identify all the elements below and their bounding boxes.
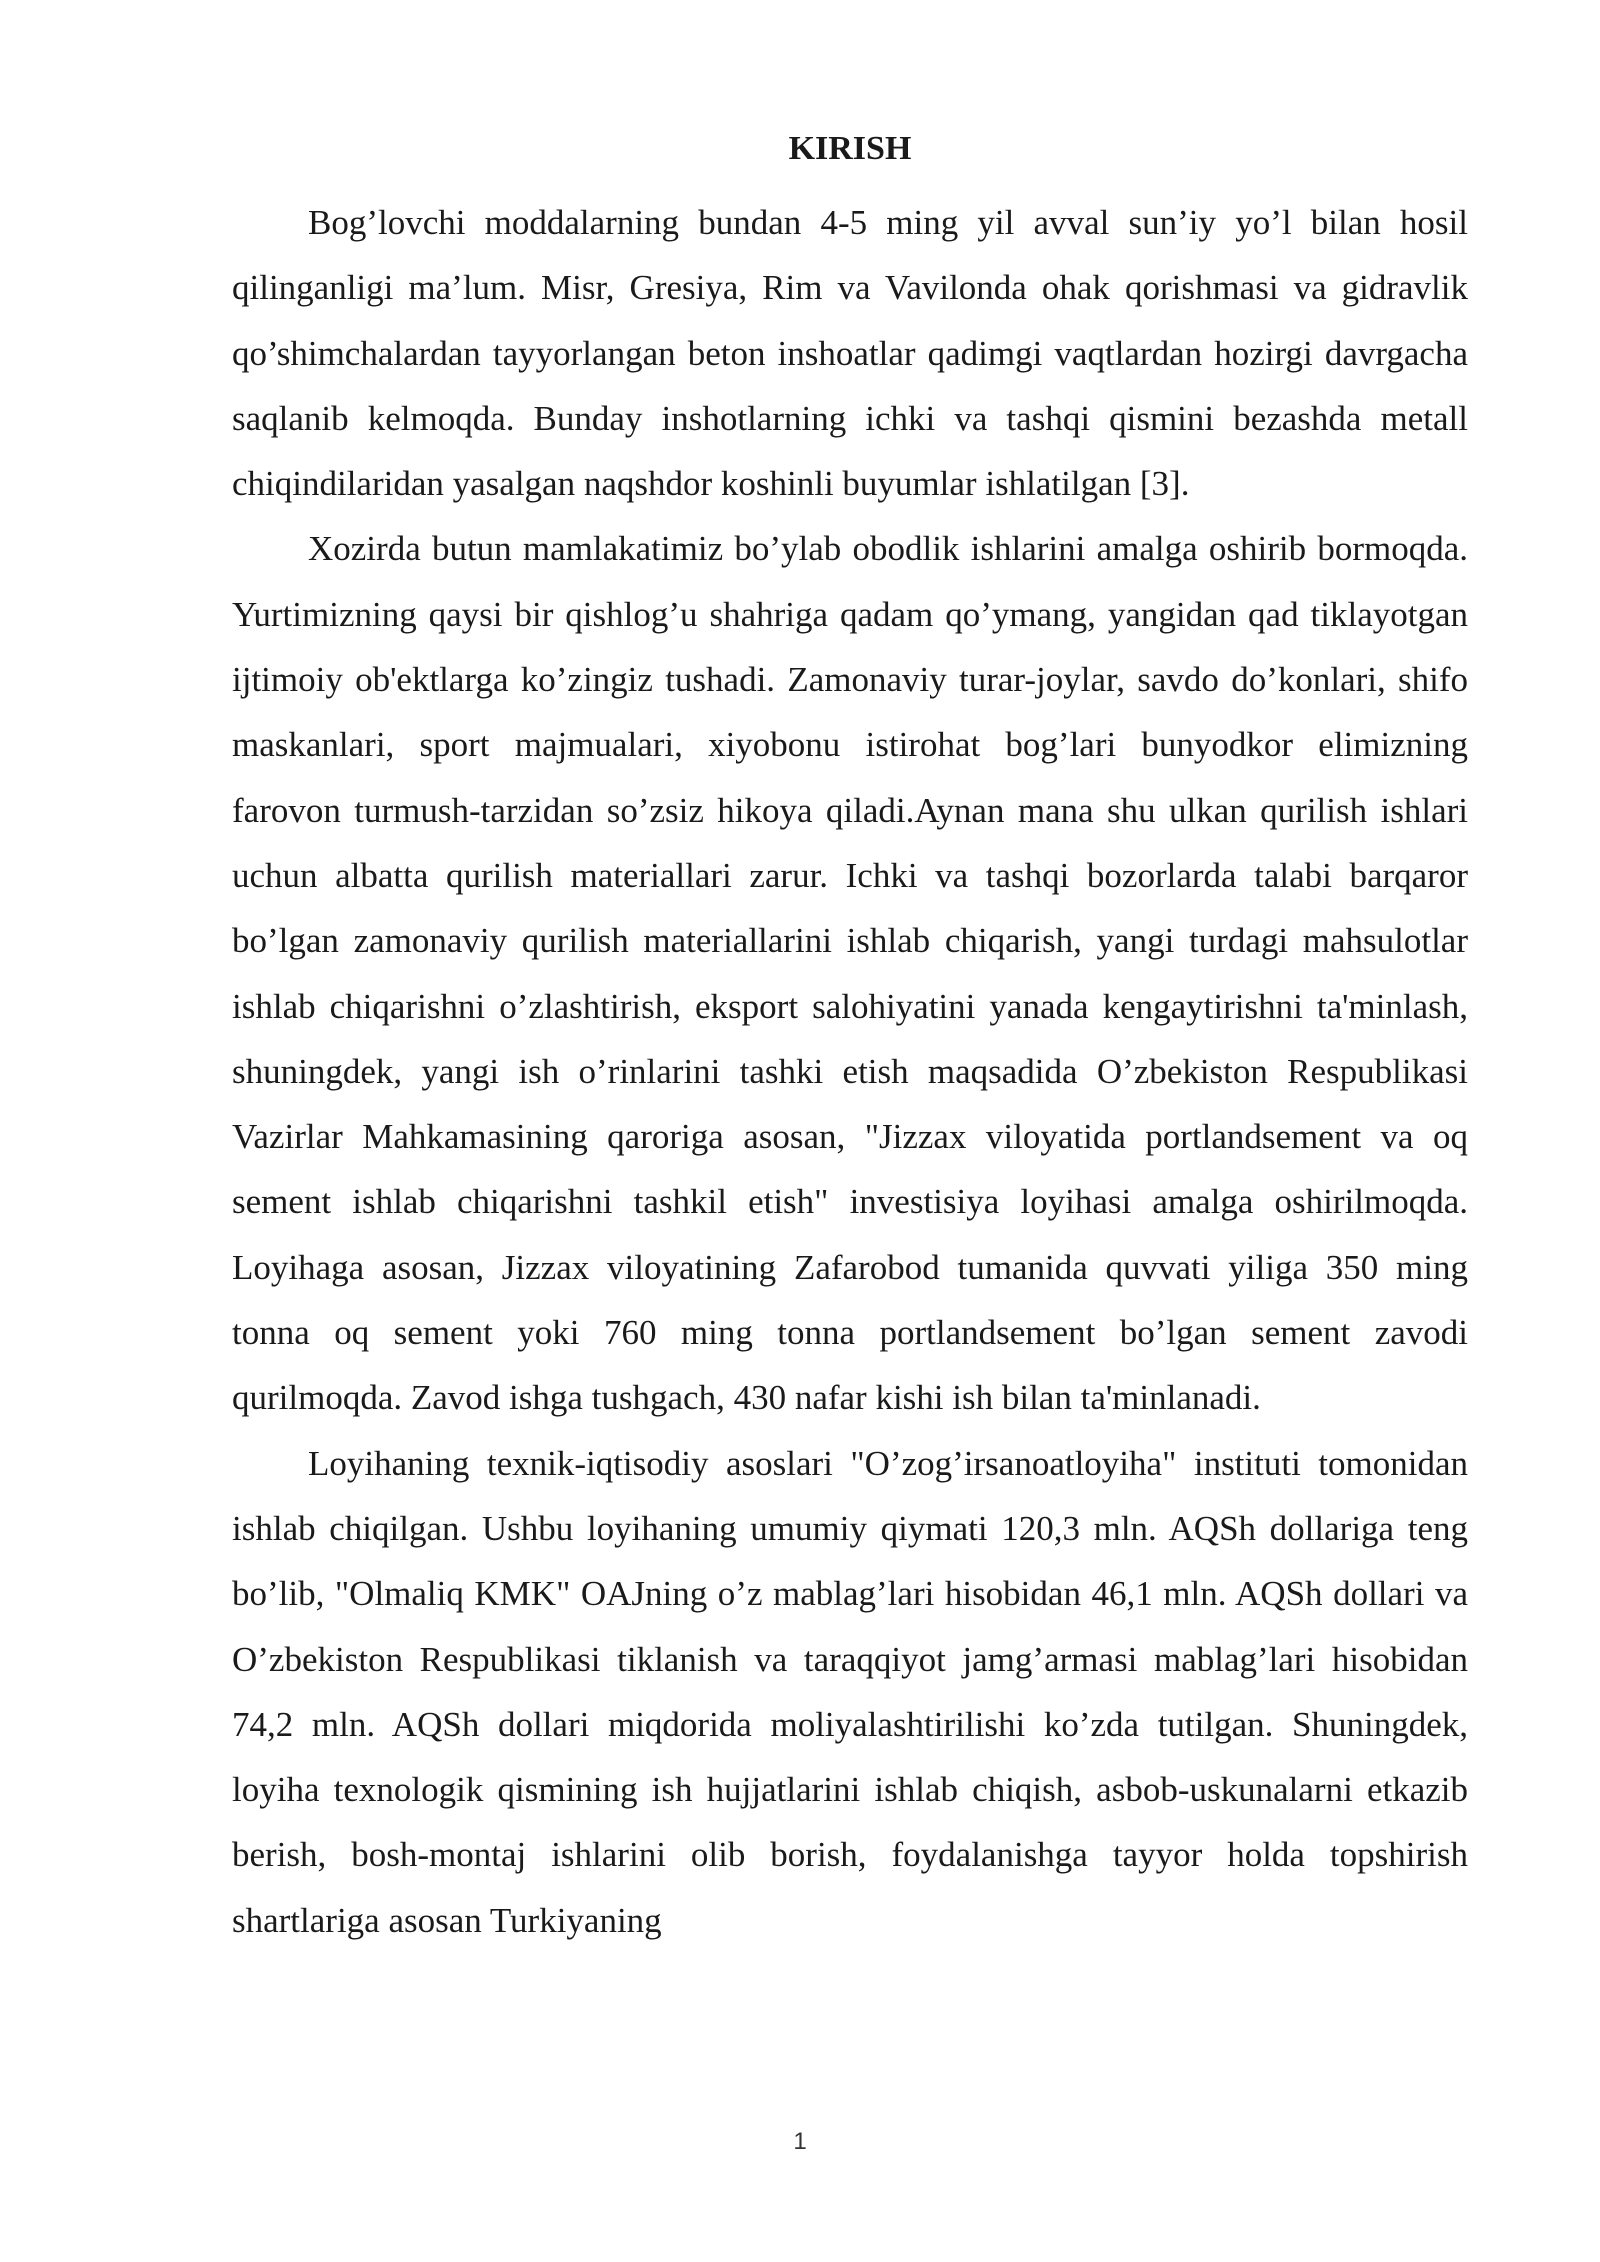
paragraph-project-funding: Loyihaning texnik-iqtisodiy asoslari "O’zog’irsanoatloyiha" instituti tomonidan ishlab chiqilgan. Ushbu loyihaning umumiy qiymati 120,3 mln. AQSh dollariga teng bo’lib, "Olmaliq KMK" OAJning o’z mablag’lari hisobidan 46,1 mln. AQSh dollari va O’zbekiston Respublikasi tiklanish va taraqqiyot jamg’armasi mablag’lari hisobidan 74,2 mln. AQSh dollari miqdorida moliyalashtirilishi ko’zda tutilgan. Shuningdek, loyiha texnologik qismining ish hujjatlarini ishlab chiqish, asbob-uskunalarni etkazib berish, bosh-montaj ishlarini olib borish, foydalanishga tayyor holda topshirish shartlariga asosan Turkiyaning	[232, 1443, 1468, 1940]
paragraph-history: Bog’lovchi moddalarning bundan 4-5 ming yil avval sun’iy yo’l bilan hosil qilinganligi ma’lum. Misr, Gresiya, Rim va Vavilonda ohak qorishmasi va gidravlik qo’shimchalardan tayyorlangan beton inshoatlar qadimgi vaqtlardan hozirgi davrgacha saqlanib kelmoqda. Bunday inshotlarning ichki va tashqi qismini bezashda metall chiqindilaridan yasalgan naqshdor koshinli buyumlar ishlatilgan [3].	[232, 203, 1468, 504]
section-heading: KIRISH	[788, 130, 912, 167]
paragraph-construction: Xozirda butun mamlakatimiz bo’ylab obodlik ishlarini amalga oshirib bormoqda. Yurtimizning qaysi bir qishlog’u shahriga qadam qo’ymang, yangidan qad tiklayotgan ijtimoiy ob'ektlarga ko’zingiz tushadi. Zamonaviy turar-joylar, savdo do’konlari, shifo maskanlari, sport majmualari, xiyobonu istirohat bog’lari bunyodkor elimizning farovon turmush-tarzidan so’zsiz hikoya qiladi.Aynan mana shu ulkan qurilish ishlari uchun albatta qurilish materiallari zarur. Ichki va tashqi bozorlarda talabi barqaror bo’lgan zamonaviy qurilish materiallarini ishlab chiqarish, yangi turdagi mahsulotlar ishlab chiqarishni o’zlashtirish, eksport salohiyatini yanada kengaytirishni ta'minlash, shuningdek, yangi ish o’rinlarini tashki etish maqsadida O’zbekiston Respublikasi Vazirlar Mahkamasining qaroriga asosan, "Jizzax viloyatida portlandsement va oq sement ishlab chiqarishni tashkil etish" investisiya loyihasi amalga oshirilmoqda. Loyihaga asosan, Jizzax viloyatining Zafarobod tumanida quvvati yiliga 350 ming tonna oq sement yoki 760 ming tonna portlandsement bo’lgan sement zavodi qurilmoqda. Zavod ishga tushgach, 430 nafar kishi ish bilan ta'minlanadi.	[232, 529, 1468, 1418]
page-number: 1	[793, 2128, 807, 2155]
document-page	[232, 128, 1468, 1953]
